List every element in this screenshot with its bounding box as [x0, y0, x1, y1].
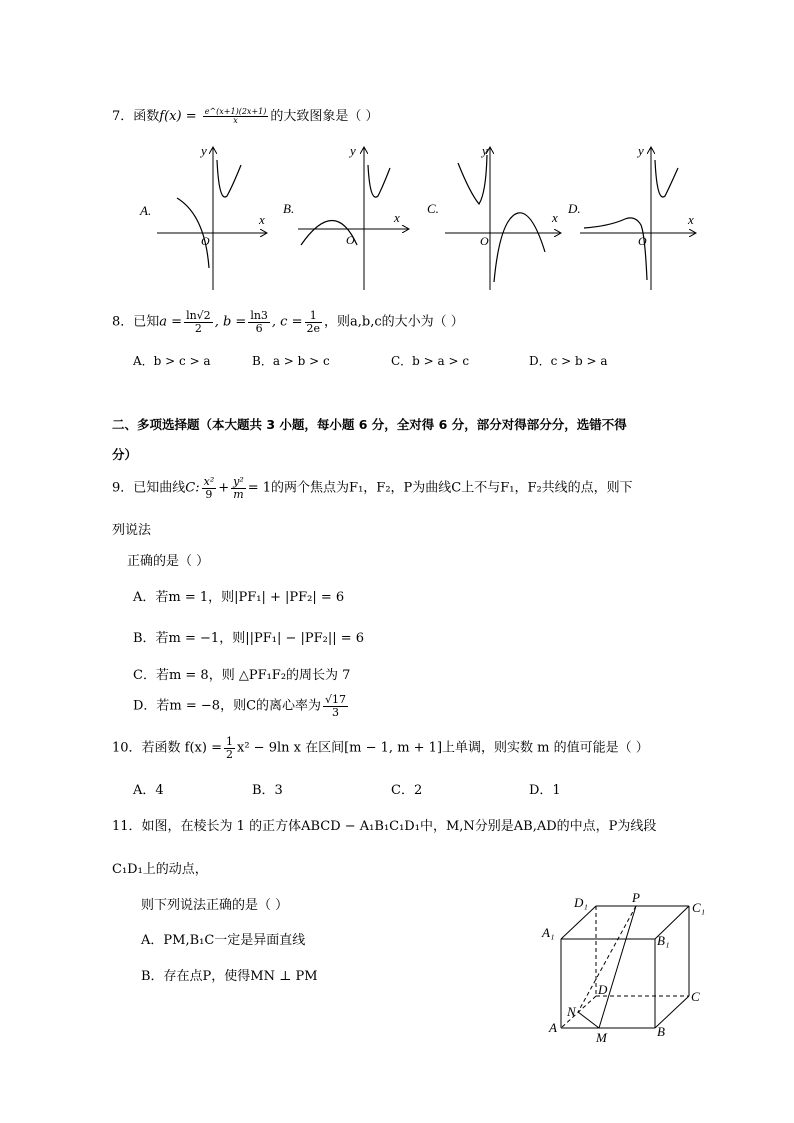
q7-prefix: 7．函数: [112, 109, 160, 124]
q10-stem: [112, 736, 649, 760]
q8-option-d[interactable]: D．c > b > a: [529, 354, 608, 368]
cube-label-d1: D₁: [574, 895, 588, 910]
q10-prefix: 10．若函数 f(x) =: [112, 740, 222, 756]
q9-stem: 9．已知曲线C: $\frac{\text{x²}}{9}$ + $\frac{\text{y²}}{m}$ = 1的两个焦点为F₁，F₂，P为曲线C上不与F₁，F₂共线的点，则下: [112, 475, 633, 501]
q7-fraction: [203, 108, 269, 126]
q8-b-frac: [248, 310, 270, 334]
q8-option-a[interactable]: A．b > c > a: [133, 354, 211, 368]
q11-option-b[interactable]: B．存在点P，使得MN ⊥ PM: [141, 969, 318, 984]
q10-half-frac: [224, 736, 235, 760]
q9-option-b[interactable]: B．若m = −1，则||PF₁| − |PF₂|| = 6: [133, 631, 365, 646]
q8-suffix: ，则a,b,c的大小为（ ）: [324, 314, 464, 330]
q10-option-b[interactable]: B．3: [252, 783, 283, 798]
q7-suffix: 的大致图象是（ ）: [270, 109, 379, 124]
cube-label-c: C: [691, 989, 700, 1004]
q9-mid: = 1的两个焦点为F₁，F₂，P为曲线C上不与F₁，F₂共线的点，则下: [247, 480, 633, 496]
q8-prefix: 8．已知: [112, 314, 160, 330]
graph-b-o: O: [346, 233, 355, 247]
graph-c-x: x: [552, 210, 558, 225]
q10-half-den: 2: [226, 747, 233, 761]
graph-c-label: C.: [427, 201, 439, 216]
q8-option-b[interactable]: B．a > b > c: [252, 354, 330, 368]
graph-a-o: O: [201, 234, 210, 248]
cube-label-d: D: [598, 982, 608, 997]
q8-a-frac: [184, 310, 213, 334]
graph-b-y: y: [350, 143, 356, 158]
graph-c[interactable]: [427, 143, 560, 290]
graph-d-y: y: [638, 143, 644, 158]
q8-a-var: a =: [159, 314, 183, 330]
cube-label-p: P: [632, 890, 640, 905]
q9-x-frac: [202, 476, 217, 500]
cube-label-b: B: [657, 1024, 665, 1039]
q9-option-d-num: √17: [325, 693, 347, 706]
q11-line2: C₁D₁上的动点，: [112, 862, 208, 877]
cube-label-c1: C₁: [692, 900, 706, 915]
graph-d-o: O: [638, 234, 647, 248]
q9-y-num: y²: [233, 475, 244, 488]
q9-line2: 列说法: [112, 523, 152, 538]
q7-num: e^(x+1)(2x+1): [204, 106, 267, 116]
q9-y-frac: [231, 476, 246, 500]
cube-label-a: A: [549, 1020, 557, 1035]
graph-a-x: x: [259, 212, 265, 227]
graph-d-x: x: [688, 212, 694, 227]
graph-b[interactable]: [283, 143, 408, 290]
q11-line1: 11．如图，在棱长为 1 的正方体ABCD − A₁B₁C₁D₁中，M,N分别是AB,AD的中点，P为线段: [112, 819, 657, 834]
q9-option-d-prefix: D．若m = −8，则C的离心率为: [133, 698, 322, 714]
q9-option-d-frac: [323, 694, 348, 718]
graph-b-x: x: [394, 210, 400, 225]
cube-label-b1: B₁: [657, 933, 670, 948]
q7-fx: f(x) =: [159, 109, 201, 124]
q9-curve: C:: [185, 480, 200, 496]
cube-label-m: M: [596, 1030, 607, 1045]
q9-x-den: 9: [205, 487, 213, 501]
q8-b-num: ln3: [250, 309, 268, 322]
q10-option-d[interactable]: D．1: [529, 783, 561, 798]
q11-option-a[interactable]: A．PM,B₁C一定是异面直线: [141, 933, 306, 948]
q8-option-c[interactable]: C．b > a > c: [391, 354, 470, 368]
q8-c-var: , c =: [271, 314, 303, 330]
q8-b-var: , b =: [214, 314, 247, 330]
q8-b-den: 6: [255, 321, 263, 335]
q9-line3: 正确的是（ ）: [127, 554, 210, 569]
section2-heading-line1: 二、多项选择题（本大题共 3 小题，每小题 6 分，全对得 6 分，部分对得部分分，选错不得: [112, 417, 627, 432]
graph-c-o: O: [480, 234, 489, 248]
q9-prefix: 9．已知曲线: [112, 480, 186, 496]
q11-line3: 则下列说法正确的是（ ）: [141, 898, 289, 913]
section2-heading-line2: 分）: [112, 447, 138, 462]
q9-x-num: x²: [203, 475, 215, 488]
q10-option-a[interactable]: A．4: [133, 783, 164, 798]
q10-mid: x² − 9ln x 在区间[m − 1, m + 1]上单调，则实数 m 的值可能是（ ）: [237, 740, 649, 756]
q7-stem: [112, 105, 379, 125]
q10-half-num: 1: [226, 735, 233, 748]
q8-c-frac: [305, 310, 323, 334]
q8-c-den: 2e: [306, 321, 321, 335]
q8-c-num: 1: [305, 310, 323, 323]
graph-d[interactable]: [567, 143, 695, 290]
q8-stem: [112, 310, 464, 334]
graph-d-label: D.: [568, 201, 581, 216]
q8-a-den: 2: [194, 321, 202, 335]
graph-a-label: A.: [140, 203, 152, 218]
graph-b-label: B.: [283, 201, 295, 216]
q7-den: x: [233, 116, 238, 125]
cube-label-n: N: [567, 1004, 576, 1019]
q9-option-d[interactable]: [133, 694, 350, 718]
graph-c-y: y: [482, 143, 488, 158]
q9-option-a[interactable]: A．若m = 1，则|PF₁| + |PF₂| = 6: [133, 590, 345, 605]
q9-y-den: m: [233, 487, 244, 501]
q10-option-c[interactable]: C．2: [391, 783, 423, 798]
q9-option-c[interactable]: C．若m = 8，则 △PF₁F₂的周长为 7: [133, 668, 351, 683]
q9-option-d-den: 3: [332, 705, 340, 719]
graph-a[interactable]: [139, 143, 266, 290]
cube-figure: [0, 890, 794, 1070]
cube-label-a1: A₁: [542, 925, 555, 940]
q8-a-num: ln√2: [186, 309, 211, 322]
graph-a-y: y: [201, 143, 207, 158]
